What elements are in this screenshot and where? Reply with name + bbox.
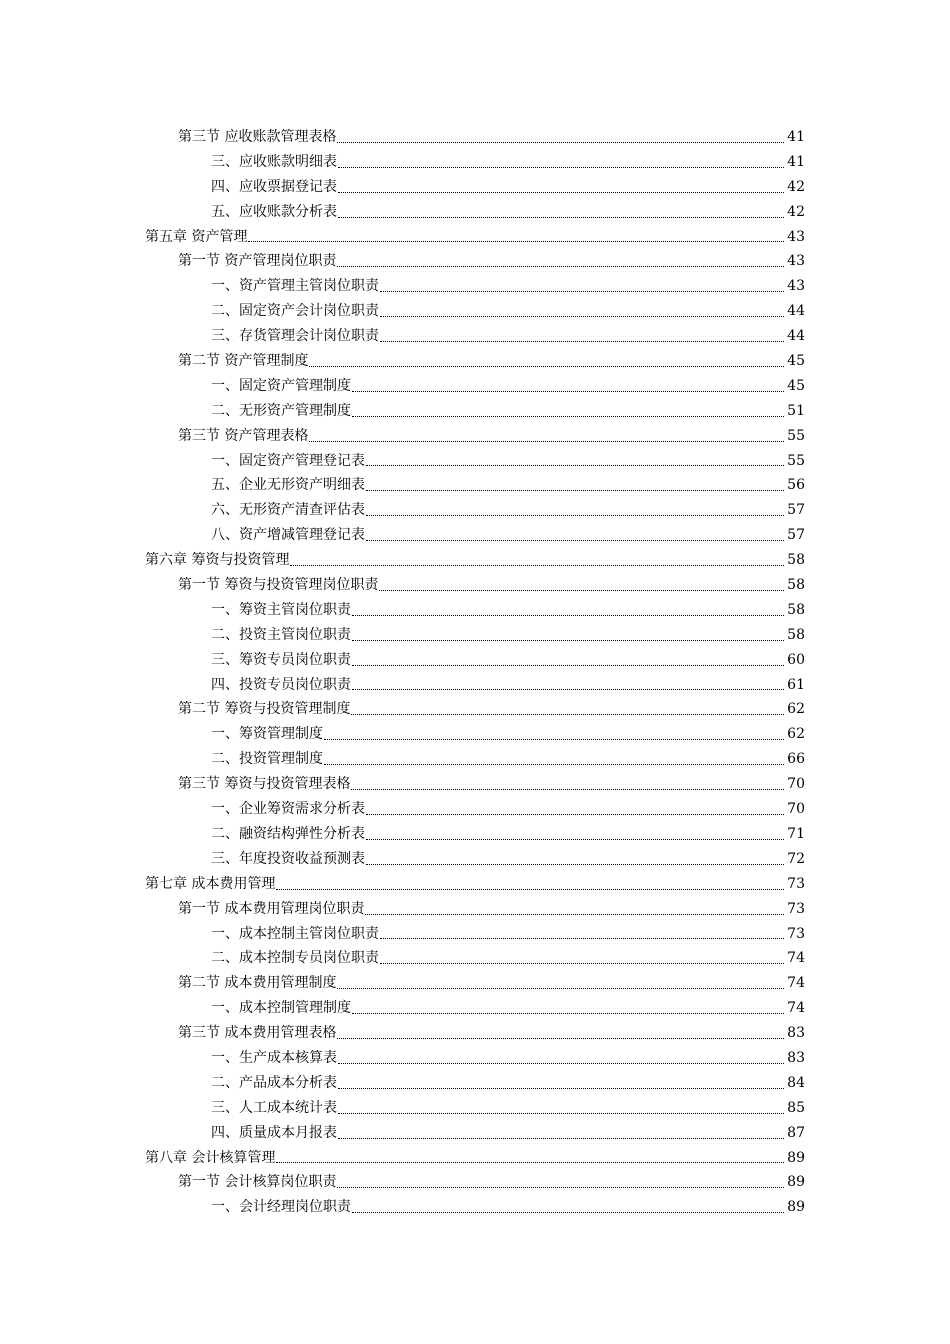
dot-leader [366, 822, 784, 847]
dot-leader [351, 697, 784, 722]
dot-leader [380, 299, 784, 324]
toc-item-entry[interactable] [211, 1121, 805, 1146]
toc-item-entry[interactable] [211, 747, 805, 772]
toc-page-number: 58 [787, 601, 805, 618]
toc-page-number: 43 [787, 253, 805, 270]
dot-leader [366, 449, 784, 474]
dot-leader [309, 424, 784, 449]
dot-leader [352, 996, 784, 1021]
toc-section-entry[interactable] [178, 125, 805, 150]
toc-item-entry[interactable] [211, 1071, 805, 1096]
toc-item-entry[interactable] [211, 946, 805, 971]
dot-leader [338, 1121, 784, 1146]
toc-entry-title: 一、筹资主管岗位职责 [211, 601, 351, 618]
dot-leader [324, 722, 784, 747]
dot-leader [248, 225, 784, 250]
toc-page-number: 44 [787, 328, 805, 345]
toc-item-entry[interactable] [211, 274, 805, 299]
toc-page-number: 43 [787, 228, 805, 245]
toc-entry-title: 第二节 成本费用管理制度 [178, 975, 337, 992]
toc-entry-title: 第三节 应收账款管理表格 [178, 129, 337, 145]
toc-entry-title: 一、企业筹资需求分析表 [211, 801, 365, 818]
dot-leader [309, 349, 784, 374]
toc-entry-title: 一、生产成本核算表 [211, 1049, 337, 1066]
toc-entry-title: 二、投资主管岗位职责 [211, 626, 351, 643]
toc-entry-title: 第一节 会计核算岗位职责 [178, 1174, 337, 1191]
toc-entry-title: 第三节 筹资与投资管理表格 [178, 776, 351, 793]
toc-item-entry[interactable] [211, 324, 805, 349]
dot-leader [379, 573, 784, 598]
dot-leader [380, 946, 784, 971]
toc-item-entry[interactable] [211, 374, 805, 399]
toc-page-number: 74 [787, 975, 805, 992]
toc-item-entry[interactable] [211, 722, 805, 747]
toc-entry-title: 八、资产增减管理登记表 [211, 527, 365, 544]
dot-leader [366, 797, 784, 822]
toc-item-entry[interactable] [211, 299, 805, 324]
toc-page-number: 58 [787, 626, 805, 643]
toc-item-entry[interactable] [211, 822, 805, 847]
toc-page-number: 58 [787, 577, 805, 594]
toc-entry-title: 三、年度投资收益预测表 [211, 850, 365, 867]
toc-entry-title: 第六章 筹资与投资管理 [145, 552, 290, 569]
toc-entry-title: 一、固定资产管理登记表 [211, 452, 365, 469]
dot-leader [290, 548, 784, 573]
dot-leader [352, 399, 784, 424]
toc-section-entry[interactable] [178, 772, 805, 797]
toc-entry-title: 四、应收票据登记表 [211, 178, 337, 195]
toc-item-entry[interactable] [211, 200, 805, 225]
toc-page-number: 85 [787, 1099, 805, 1116]
toc-page-number: 56 [787, 477, 805, 494]
toc-item-entry[interactable] [211, 523, 805, 548]
toc-page-number: 73 [787, 875, 805, 892]
toc-item-entry[interactable] [211, 797, 805, 822]
toc-entry-title: 第三节 成本费用管理表格 [178, 1025, 337, 1042]
toc-entry-title: 第二节 筹资与投资管理制度 [178, 701, 351, 718]
toc-page-number: 71 [787, 825, 805, 842]
toc-chapter-entry[interactable] [145, 225, 805, 250]
toc-page-number: 84 [787, 1074, 805, 1091]
dot-leader [380, 324, 784, 349]
toc-entry-title: 五、企业无形资产明细表 [211, 477, 365, 494]
dot-leader [352, 1195, 784, 1220]
toc-section-entry[interactable] [178, 971, 805, 996]
toc-page-number: 62 [787, 701, 805, 718]
dot-leader [338, 1071, 784, 1096]
dot-leader [338, 200, 784, 225]
dot-leader [337, 125, 784, 150]
toc-section-entry[interactable] [178, 424, 805, 449]
toc-item-entry[interactable] [211, 1195, 805, 1220]
dot-leader [366, 473, 784, 498]
dot-leader [365, 897, 784, 922]
toc-page-number: 83 [787, 1049, 805, 1066]
dot-leader [380, 922, 784, 947]
toc-entry-title: 二、融资结构弹性分析表 [211, 825, 365, 842]
toc-page-number: 41 [787, 153, 805, 170]
dot-leader [366, 523, 784, 548]
toc-page-number: 45 [787, 353, 805, 370]
toc-page-number: 42 [787, 178, 805, 195]
toc-page-number: 57 [787, 527, 805, 544]
toc-item-entry[interactable] [211, 175, 805, 200]
toc-entry-title: 三、应收账款明细表 [211, 153, 337, 170]
toc-item-entry[interactable] [211, 449, 805, 474]
toc-page-number: 72 [787, 850, 805, 867]
toc-item-entry[interactable] [211, 847, 805, 872]
toc-item-entry[interactable] [211, 996, 805, 1021]
toc-page-number: 55 [787, 452, 805, 469]
dot-leader [352, 623, 784, 648]
toc-entry-title: 一、成本控制管理制度 [211, 1000, 351, 1017]
toc-chapter-entry[interactable] [145, 1146, 805, 1171]
toc-page-number: 42 [787, 203, 805, 220]
toc-entry-title: 三、人工成本统计表 [211, 1099, 337, 1116]
toc-section-entry[interactable] [178, 573, 805, 598]
toc-item-entry[interactable] [211, 399, 805, 424]
toc-page-number: 83 [787, 1025, 805, 1042]
toc-page-number: 57 [787, 502, 805, 519]
toc-section-entry[interactable] [178, 897, 805, 922]
dot-leader [337, 971, 784, 996]
toc-item-entry[interactable] [211, 922, 805, 947]
toc-page-number: 62 [787, 726, 805, 743]
toc-item-entry[interactable] [211, 150, 805, 175]
dot-leader [276, 872, 784, 897]
toc-entry-title: 六、无形资产清查评估表 [211, 502, 365, 519]
toc-entry-title: 二、无形资产管理制度 [211, 402, 351, 419]
toc-page-number: 74 [787, 1000, 805, 1017]
toc-entry-title: 第五章 资产管理 [145, 228, 248, 245]
toc-item-entry[interactable] [211, 598, 805, 623]
toc-entry-title: 第一节 筹资与投资管理岗位职责 [178, 577, 379, 594]
toc-page-number: 66 [787, 751, 805, 768]
toc-page-number: 45 [787, 377, 805, 394]
dot-leader [351, 772, 784, 797]
toc-page-number: 55 [787, 427, 805, 444]
toc-page-number: 89 [787, 1174, 805, 1191]
toc-page-number: 44 [787, 303, 805, 320]
toc-entry-title: 第三节 资产管理表格 [178, 427, 309, 444]
toc-page-number: 70 [787, 801, 805, 818]
toc-page-number: 43 [787, 278, 805, 295]
toc-item-entry[interactable] [211, 1096, 805, 1121]
dot-leader [276, 1146, 784, 1171]
dot-leader [338, 150, 784, 175]
toc-section-entry[interactable] [178, 1021, 805, 1046]
toc-entry-title: 二、固定资产会计岗位职责 [211, 303, 379, 320]
toc-page-number: 58 [787, 552, 805, 569]
dot-leader [352, 374, 784, 399]
dot-leader [366, 498, 784, 523]
toc-page-number: 51 [787, 402, 805, 419]
dot-leader [380, 274, 784, 299]
toc-section-entry[interactable] [178, 1170, 805, 1195]
toc-item-entry[interactable] [211, 498, 805, 523]
toc-entry-title: 第二节 资产管理制度 [178, 353, 309, 370]
toc-entry-title: 一、筹资管理制度 [211, 726, 323, 743]
dot-leader [366, 847, 784, 872]
toc-item-entry[interactable] [211, 648, 805, 673]
toc-page-number: 74 [787, 950, 805, 967]
toc-entry-title: 第八章 会计核算管理 [145, 1149, 276, 1166]
toc-page-number: 41 [787, 129, 805, 145]
dot-leader [338, 175, 784, 200]
toc-entry-title: 三、筹资专员岗位职责 [211, 651, 351, 668]
toc-page-number: 87 [787, 1124, 805, 1141]
toc-entry-title: 五、应收账款分析表 [211, 203, 337, 220]
table-of-contents [0, 125, 950, 1220]
toc-entry-title: 四、质量成本月报表 [211, 1124, 337, 1141]
toc-entry-title: 第七章 成本费用管理 [145, 875, 276, 892]
dot-leader [337, 1170, 784, 1195]
toc-section-entry[interactable] [178, 249, 805, 274]
dot-leader [337, 249, 784, 274]
toc-entry-title: 第一节 成本费用管理岗位职责 [178, 900, 365, 917]
toc-entry-title: 一、资产管理主管岗位职责 [211, 278, 379, 295]
toc-page-number: 89 [787, 1149, 805, 1166]
toc-page-number: 61 [787, 676, 805, 693]
toc-entry-title: 二、成本控制专员岗位职责 [211, 950, 379, 967]
toc-entry-title: 第一节 资产管理岗位职责 [178, 253, 337, 270]
dot-leader [352, 598, 784, 623]
toc-entry-title: 一、成本控制主管岗位职责 [211, 925, 379, 942]
toc-entry-title: 一、固定资产管理制度 [211, 377, 351, 394]
toc-item-entry[interactable] [211, 1046, 805, 1071]
toc-item-entry[interactable] [211, 473, 805, 498]
dot-leader [352, 673, 784, 698]
dot-leader [338, 1096, 784, 1121]
toc-section-entry[interactable] [178, 697, 805, 722]
toc-entry-title: 二、产品成本分析表 [211, 1074, 337, 1091]
toc-entry-title: 一、会计经理岗位职责 [211, 1199, 351, 1216]
dot-leader [337, 1021, 784, 1046]
toc-chapter-entry[interactable] [145, 548, 805, 573]
toc-entry-title: 四、投资专员岗位职责 [211, 676, 351, 693]
toc-page-number: 73 [787, 900, 805, 917]
toc-page-number: 60 [787, 651, 805, 668]
toc-section-entry[interactable] [178, 349, 805, 374]
toc-chapter-entry[interactable] [145, 872, 805, 897]
toc-page-number: 73 [787, 925, 805, 942]
toc-entry-title: 二、投资管理制度 [211, 751, 323, 768]
toc-item-entry[interactable] [211, 673, 805, 698]
toc-page-number: 89 [787, 1199, 805, 1216]
dot-leader [352, 648, 784, 673]
toc-page-number: 70 [787, 776, 805, 793]
dot-leader [324, 747, 784, 772]
toc-item-entry[interactable] [211, 623, 805, 648]
toc-entry-title: 三、存货管理会计岗位职责 [211, 328, 379, 345]
dot-leader [338, 1046, 784, 1071]
